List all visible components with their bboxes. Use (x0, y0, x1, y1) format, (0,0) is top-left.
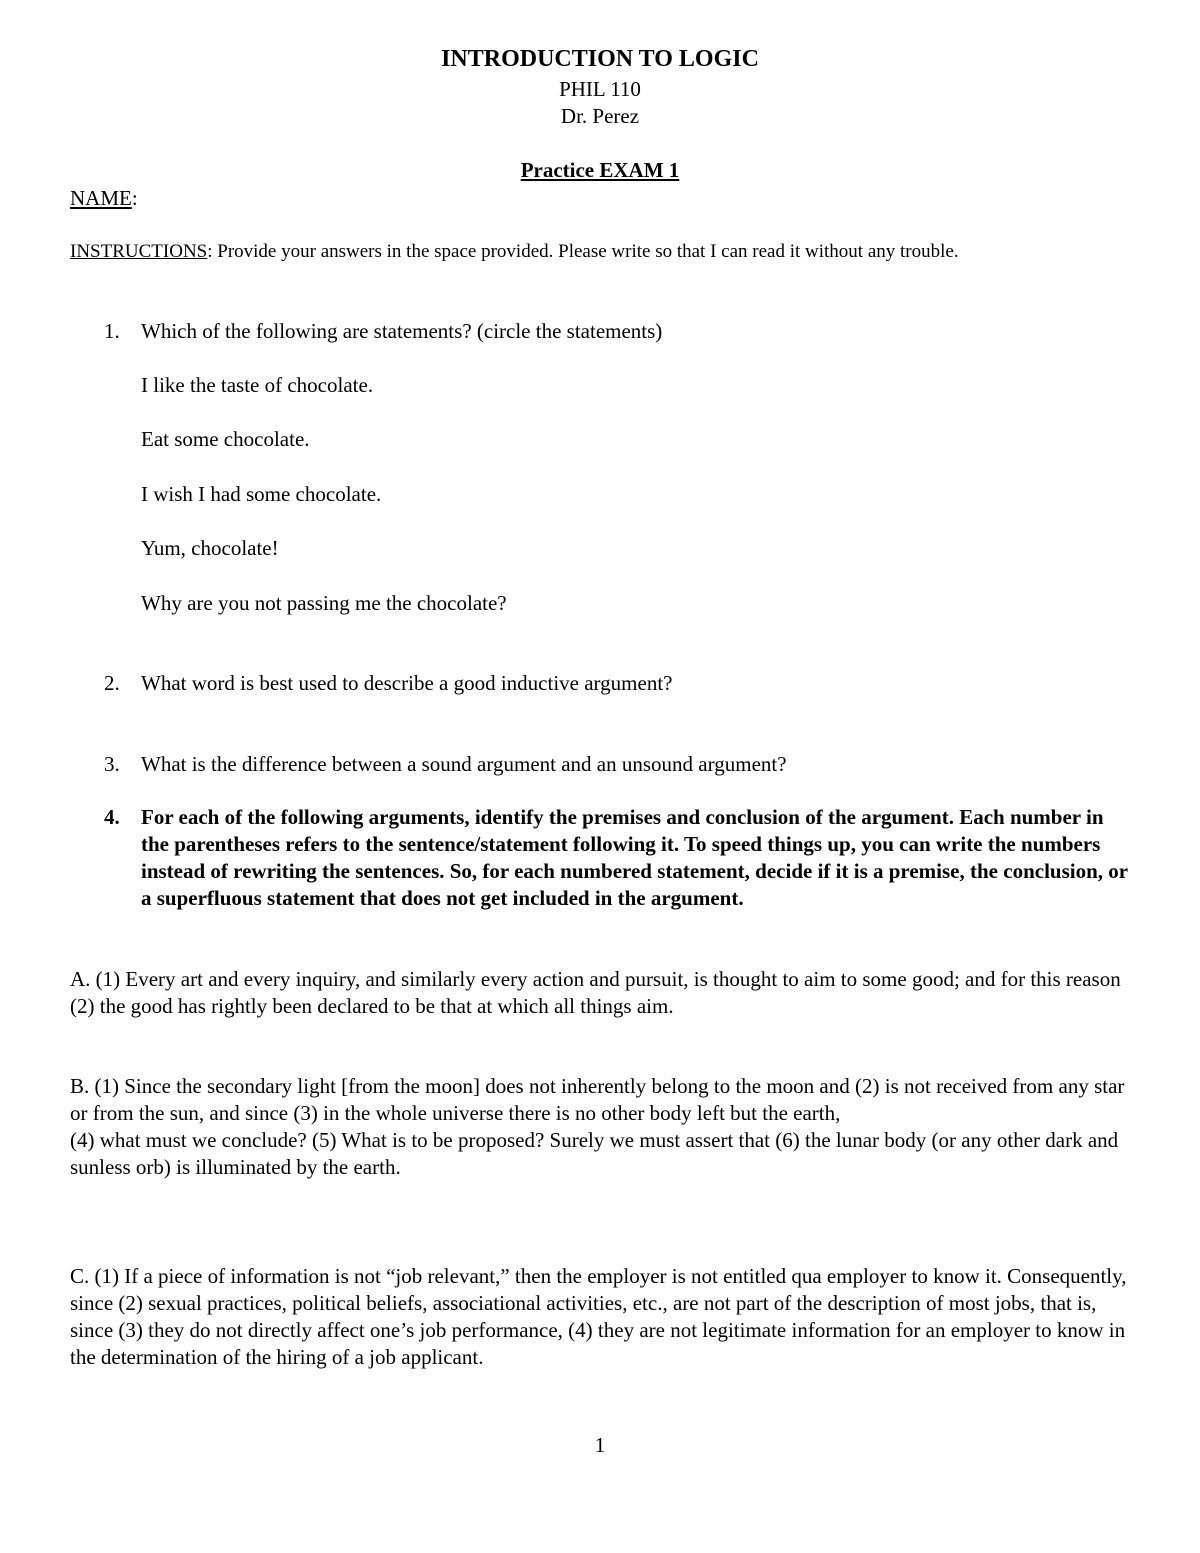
instructions (70, 238, 959, 265)
name-colon: : (131, 186, 138, 210)
argument-b-line2: (4) what must we conclude? (5) What is to be proposed? Surely we must assert that (6) the lunar body (or any other dark and sunless orb) is illuminated by the earth. (70, 1128, 1119, 1179)
statement-option: I like the taste of chocolate. (141, 373, 374, 397)
argument-b-line1: B. (1) Since the secondary light [from the moon] does not inherently belong to the moon and (2) is not received from any star or from the sun, and since (3) in the whole universe there is no other body left but the earth, (70, 1074, 1125, 1125)
statement-option: I wish I had some chocolate. (141, 482, 382, 506)
question-text: For each of the following arguments, identify the premises and conclusion of the argument. Each number in the parentheses refers to the sentence/statement following it. To speed things up, you can write the numbers instead of rewriting the sentences. So, for each numbered statement, decide if it is a premise, the conclusion, or a superfluous statement that does not get included in the argument. (141, 805, 1128, 910)
name-label: NAME (70, 186, 132, 210)
instructions-text: : Provide your answers in the space provided. Please write so that I can read it without any trouble. (207, 241, 959, 262)
statement-option: Why are you not passing me the chocolate? (141, 591, 507, 615)
argument-a: A. (1) Every art and every inquiry, and similarly every action and pursuit, is thought to aim to some good; and for this reason (2) the good has rightly been declared to be that at which all things aim. (70, 967, 1121, 1018)
exam-title: Practice EXAM 1 (520, 158, 680, 182)
question-text: Which of the following are statements? (circle the statements) (141, 319, 663, 343)
name-field (70, 185, 138, 212)
question-number: 2. (104, 671, 120, 695)
statement-option: Eat some chocolate. (141, 427, 310, 451)
question-text: What is the difference between a sound argument and an unsound argument? (141, 752, 787, 776)
page-number: 1 (594, 1433, 606, 1457)
argument-c: C. (1) If a piece of information is not “job relevant,” then the employer is not entitled qua employer to know it. Consequently, since (2) sexual practices, political beliefs, associational activities, etc., are not part of the description of most jobs, that is, since (3) they do not directly affect one’s job performance, (4) they are not legitimate information for an employer to know in the determination of the hiring of a job applicant. (70, 1264, 1127, 1369)
question-number: 1. (104, 319, 120, 343)
course-code: PHIL 110 (559, 77, 641, 101)
argument-b (70, 1073, 1140, 1181)
page-title: INTRODUCTION TO LOGIC (441, 46, 759, 72)
instructions-label: INSTRUCTIONS (70, 241, 208, 262)
question-number: 3. (104, 752, 120, 776)
question-text: What word is best used to describe a good inductive argument? (141, 671, 673, 695)
statement-option: Yum, chocolate! (141, 536, 279, 560)
instructor-name: Dr. Perez (560, 104, 640, 128)
question-number: 4. (104, 805, 120, 829)
